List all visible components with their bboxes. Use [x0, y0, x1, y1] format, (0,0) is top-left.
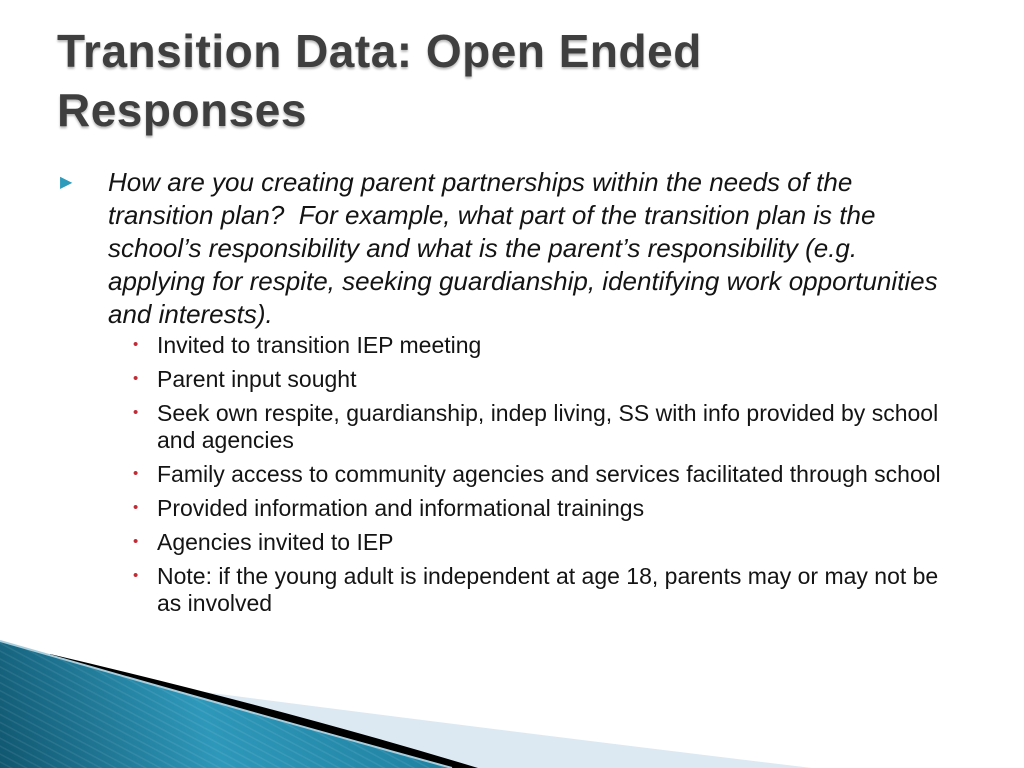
swoosh-separator-line — [0, 641, 452, 768]
bullet-dot-icon — [133, 366, 157, 388]
bullet-dot-glyph: • — [133, 567, 139, 584]
swoosh-teal-texture — [0, 641, 452, 768]
list-item — [133, 400, 967, 454]
list-item — [133, 332, 967, 359]
bullet-dot-icon — [133, 563, 157, 585]
list-item-text: Note: if the young adult is independent at age 18, parents may or may not be as involved — [157, 563, 939, 616]
bullet-arrow-icon — [57, 166, 108, 192]
swoosh-pale-triangle — [82, 676, 812, 768]
list-item-text: Agencies invited to IEP — [157, 529, 394, 555]
page-title-line-2: Responses — [57, 83, 307, 136]
bullet-dot-glyph: • — [133, 404, 139, 421]
bullet-dot-glyph: • — [133, 370, 139, 387]
bullet-dot-glyph: • — [133, 336, 139, 353]
page-title — [57, 22, 937, 140]
swoosh-black-stripe — [50, 654, 478, 768]
list-item-text: Invited to transition IEP meeting — [157, 332, 482, 358]
bullet-arrow-glyph: ▶ — [60, 174, 73, 191]
list-item-text: Family access to community agencies and services facilitated through school — [157, 461, 941, 487]
list-item — [133, 461, 967, 488]
bullet-dot-icon — [133, 495, 157, 517]
list-item — [133, 563, 967, 617]
sub-bullet-list — [133, 332, 967, 617]
bullet-dot-icon — [133, 332, 157, 354]
main-bullet-item — [57, 166, 967, 331]
list-item — [133, 529, 967, 556]
slide-body — [57, 166, 967, 624]
page-title-line-1: Transition Data: Open Ended — [57, 25, 702, 77]
bullet-dot-icon — [133, 461, 157, 483]
list-item-text: Provided information and informational trainings — [157, 495, 645, 521]
swoosh-teal-wave — [0, 641, 452, 768]
list-item-text: Seek own respite, guardianship, indep living, SS with info provided by school and agencies — [157, 400, 939, 453]
bullet-dot-glyph: • — [133, 465, 139, 482]
main-bullet-text: How are you creating parent partnerships within the needs of the transition plan? For example, what part of the transition plan is the school’s responsibility and what is the parent’s responsibility (e.g. applying for respite, seeking guardianship, identifying work opportunities and interests). — [108, 167, 945, 329]
bullet-dot-icon — [133, 529, 157, 551]
bullet-dot-glyph: • — [133, 499, 139, 516]
list-item-text: Parent input sought — [157, 366, 357, 392]
list-item — [133, 495, 967, 522]
list-item — [133, 366, 967, 393]
bullet-dot-icon — [133, 400, 157, 422]
bullet-dot-glyph: • — [133, 533, 139, 550]
